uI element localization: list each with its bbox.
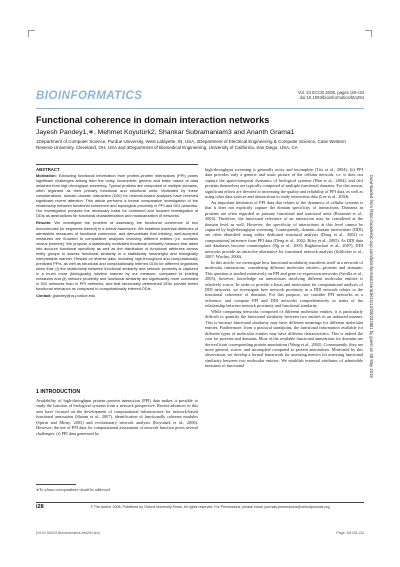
- introduction-column: [36, 398, 198, 436]
- intro-paragraph: Availability of high-throughput protein–protein interaction (PPI) data makes it possible to study the function of biological systems from a network perspective. Recent advances in this area have focused on the development of computational infrastructure for network-based functional annotation (Sharan et al., 2007), identification of functionally coherent modules (Spirin and Mirny, 2003) and evolutionary network analysis (Koyutürk et al., 2006). However, the use of PPI data for computational assessment of network function poses several challenges: (i) PPI data generated by: [36, 398, 198, 436]
- volume-line: Vol. 24 ECCB 2008, pages i28–i34: [297, 90, 364, 95]
- crop-mark: [28, 30, 35, 37]
- results-text: We investigate the problem of assessing the functional coherence of two biomolecules (or segments thereof) in a formal framework. We establish essential attributes of admissible measures of functional coherence, and demonstrate that existing, well-accepted measures are ill-suited to comparative analyses involving different entities (i.e. domains versus proteins). We propose a statistically motivated functional similarity measure that takes into account functional specificity as well as the distribution of functional attributes across entity groups to assess functional similarity in a statistically meaningful and biologically interpretable manner. Results on diverse data, including high-throughput and computationally predicted PPIs, as well as structural and computationally inferred DDIs for different organisms show that: (i) the relationship between functional similarity and network proximity is captured in a much more (biologically) intuitive manner by our measure, compared to existing measures and (ii) network proximity and functional similarity are significantly more correlated in DDI networks than in PPI networks, and that structurally determined DDIs provide better functional relevance as compared to computationally inferred DDIs.: [36, 220, 198, 292]
- header-rule: [36, 108, 364, 109]
- contact-email[interactable]: jpandey@cs.purdue.edu: [52, 293, 96, 299]
- motivation-label: Motivation:: [36, 173, 57, 179]
- abstract-contact: [36, 293, 198, 298]
- file-slug: [19:41 6/6/03 Bioinformatics-btn294.tex]: [36, 531, 100, 535]
- abstract-results: [36, 220, 198, 291]
- affiliations: 1Department of Computer Science, Purdue University, West Lafayette, IN, USA, 2Department of Electrical Engineering & Computer Science, Case Western Reserve University, Cleveland, OH, USA and 3Department of Biomedical Engineering, University of California, San Diego, USA, CA: [36, 139, 346, 150]
- download-notice[interactable]: Downloaded from https://academic.oup.com/bioinformatics/article/24/13/i28/231801 by guest on 08 May 2019: [369, 175, 374, 378]
- contact-label: Contact:: [36, 293, 52, 299]
- footnote-rule: [36, 484, 76, 485]
- volume-info: [298, 90, 364, 101]
- results-label: Results:: [36, 220, 52, 226]
- copyright-notice: © The Author 2008. Published by Oxford University Press. All rights reserved. For Permissions, please email: journals.permissions@oxfordjournals.org: [90, 505, 330, 509]
- section-heading-introduction: 1 INTRODUCTION: [36, 389, 81, 395]
- footer-rule: [36, 502, 364, 503]
- correspondence-footnote: ∗To whom correspondence should be addressed.: [36, 488, 111, 492]
- print-slug: [36, 531, 364, 539]
- abstract: [36, 167, 198, 300]
- abstract-motivation: [36, 173, 198, 218]
- abstract-rule: [36, 164, 198, 165]
- abstract-heading: ABSTRACT: [36, 167, 60, 172]
- author-list: Jayesh Pandey1,∗, Mehmet Koyutürk2, Shankar Subramaniam3 and Ananth Grama1: [36, 129, 295, 136]
- body-paragraph: While comparing networks composed of different molecular entities, it is particularly difficult to quantify the functional similarity between two entities in an unbiased manner. This is because functional similarity may have different meanings for different molecular entities. Furthermore, from a practical standpoint, the functional information available for different types of molecular entities may have different characteristics. This is indeed the case for proteins and domains. Most of the available functional annotations for domains are derived from corresponding protein annotations (Wang et al., 2002). Consequently, they are more general, scarce, and incomplete compared to protein annotations. Motivated by this observation, we develop a formal framework for assessing metrics for assessing functional similarity between two molecular entities. We establish essential attributes of admissible measures of functional: [205, 308, 363, 369]
- journal-name: BIOINFORMATICS: [36, 90, 143, 102]
- body-paragraph: An important limitation of PPI data that relates to the dynamics of cellular systems is that it does not explicitly capture the domain specificity of interactions. Domains in proteins are often regarded as primary functional and structural units (Rossman et al., 2004). Therefore, the functional relevance of an interaction may be considered at the domain level as well. However, the specificity of interactions at this level cannot be captured by high-throughput screening. Consequently, domain–domain interactions (DDI) are often identified using either dedicated structural analysis (Deng et al., 2002) or computational inference from PPI data (Deng et al., 2002; Riley et al., 2005). As DDI data and databases become commonplace (Ng et al., 2003; Raghavachari et al., 2007), DDI networks provide an attractive alternative for functional network analysis (Schlicker et al., 2007; Wuchty, 2006).: [205, 199, 363, 260]
- page-slug: Page: i28 i28–i34: [336, 531, 364, 535]
- paper-title: Functional coherence in domain interaction networks: [36, 115, 270, 125]
- body-paragraph: In this article, we investigate how functional modularity manifests itself in a network of molecular interactions, considering different molecular entities—proteins and domains. This question is studied extensively on PPI and gene co-expression networks (Sevilla et al., 2005), however, knowledge on interactions involving different molecular entities is relatively scarce. In order to provide a basis and motivation for computational analysis of DDI networks, we investigate how network proximity in a DDI network relates to the functional coherence of domains. For this purpose, we consider PPI networks as a reference, and compare PPI and DDI networks comprehensively in terms of the relationship between network proximity and functional similarity.: [205, 259, 363, 309]
- right-column: [205, 167, 363, 369]
- page-number: i28: [36, 504, 44, 510]
- doi-line: doi:10.1093/bioinformatics/btn294: [299, 95, 364, 101]
- body-paragraph: high-throughput screening is generally noisy and incomplete (Titz et al., 2004); (ii) PPI data provides only a generic and static picture of the cellular network, i.e. it does not capture the spatio-temporal dynamics of biological systems (Han et al., 2004); and (iii) proteins themselves are typically composed of multiple functional domains. For this reason, significant efforts are devoted to increasing the quality and reliability of PPI data, as well as using other data sources and abstractions to study interaction data (Lee et al., 2004).: [205, 167, 363, 200]
- crop-mark: [365, 30, 372, 37]
- motivation-text: Extracting functional information from protein–protein interactions (PPI) poses significant challenges arising from the noisy, incomplete, generic and static nature of data obtained from high-throughput screening. Typical proteins are composed of multiple domains, often regarded as their primary functional and structural units. Motivated by these considerations, domain–domain interaction (DDI) for network-based analyses have received significant recent attention. This article performs a formal comparative investigation of the relationship between functional coherence and topological proximity in PPI and DDI networks. Our investigation provides the necessary basis for continued and focused investigation of DDIs as abstractions for functional characterization and modularization of networks.: [36, 173, 198, 219]
